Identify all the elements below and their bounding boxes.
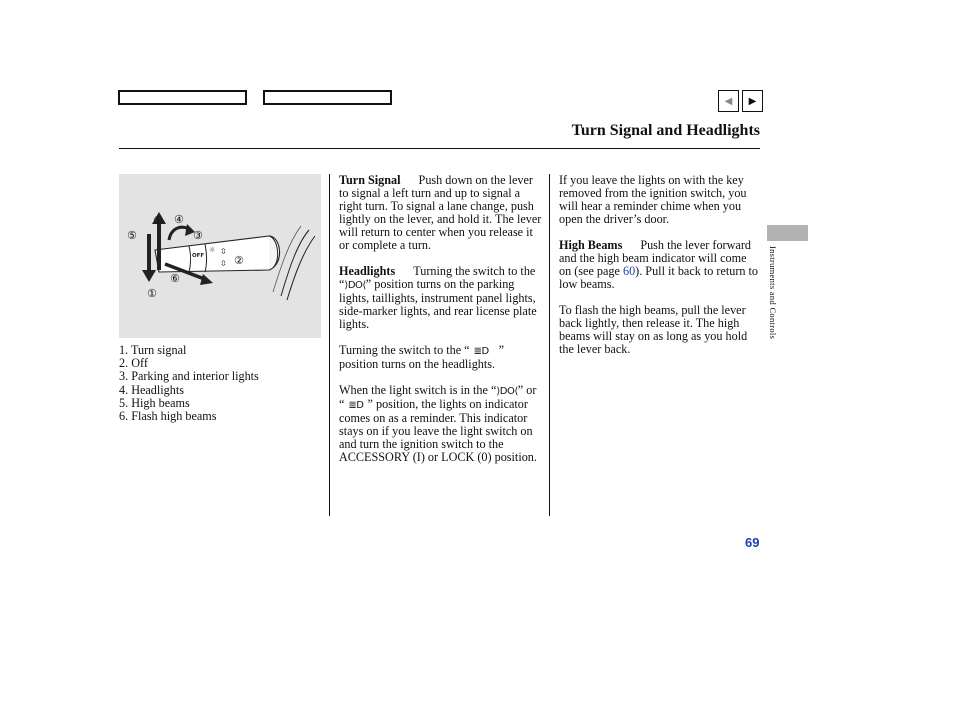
column-divider-right bbox=[549, 174, 550, 516]
figure-legend bbox=[119, 344, 259, 423]
high-beams-heading: High Beams bbox=[559, 238, 623, 252]
callout-6: ⑥ bbox=[170, 272, 180, 285]
turn-signal-paragraph: Turn Signal Push down on the lever to signal a left turn and up to signal a right turn. To signal a lane change, push lightly on the lever, and hold it. The lever will return to center when you release it or complete a turn. bbox=[339, 173, 542, 252]
section-tab-label: Instruments and Controls bbox=[768, 246, 778, 340]
nav-box-left[interactable] bbox=[118, 90, 247, 105]
legend-item: 5. High beams bbox=[119, 395, 190, 410]
headlights-heading: Headlights bbox=[339, 264, 396, 278]
prev-page-button[interactable] bbox=[718, 90, 739, 112]
page-60-link[interactable]: 60 bbox=[622, 264, 636, 278]
callout-5: ⑤ bbox=[127, 229, 137, 242]
high-beams-paragraph: High Beams Push the lever forward and the high beam indicator will come on (see page 60). Pull it back to return to low beams. bbox=[559, 238, 759, 291]
flash-high-beams-paragraph: To flash the high beams, pull the lever back lightly, then release it. The high beams will stay on as long as you hold the lever back. bbox=[559, 303, 748, 356]
headlights-paragraph: Headlights Turning the switch to the “⟩DO⟨” position turns on the parking lights, taillights, instrument panel lights, side-marker lights, and rear license plate lights. bbox=[339, 264, 537, 331]
right-arrow-icon: ▶ bbox=[748, 95, 757, 107]
legend-item: 1. Turn signal bbox=[119, 343, 187, 357]
section-tab[interactable] bbox=[767, 225, 808, 241]
off-mark: OFF bbox=[192, 253, 205, 259]
reminder-chime-paragraph: If you leave the lights on with the key removed from the ignition switch, you will hear a reminder chime when you open the driver’s door. bbox=[559, 173, 747, 226]
legend-item: 3. Parking and interior lights bbox=[119, 369, 259, 384]
svg-text:⇳: ⇳ bbox=[220, 259, 227, 268]
column-divider-left bbox=[329, 174, 330, 516]
page-number: 69 bbox=[745, 535, 760, 550]
callout-1-top: ① bbox=[153, 214, 163, 227]
svg-text:⇳: ⇳ bbox=[220, 247, 227, 256]
headlights-on-paragraph: Turning the switch to the “ ≣D ” position turns on the headlights. bbox=[339, 343, 505, 371]
headlight-icon: ≣D bbox=[348, 400, 364, 411]
title-rule bbox=[119, 148, 760, 149]
callout-3: ③ bbox=[193, 229, 203, 242]
legend-item: 2. Off bbox=[119, 356, 148, 371]
text-column-right bbox=[559, 174, 759, 369]
svg-text:☼: ☼ bbox=[209, 246, 216, 254]
text-column-middle bbox=[339, 174, 543, 477]
callout-4: ④ bbox=[174, 213, 184, 226]
callout-1-bottom: ① bbox=[147, 287, 157, 300]
legend-item: 6. Flash high beams bbox=[119, 409, 217, 424]
nav-box-center[interactable] bbox=[263, 90, 392, 105]
headlight-icon: ≣D bbox=[473, 346, 489, 357]
callout-2: ② bbox=[234, 254, 244, 267]
next-page-button[interactable] bbox=[742, 90, 763, 112]
lever-drawing bbox=[119, 174, 321, 338]
parking-light-icon: ⟩DO⟨ bbox=[496, 386, 518, 397]
turn-signal-heading: Turn Signal bbox=[339, 173, 401, 187]
parking-light-icon: ⟩DO⟨ bbox=[344, 280, 366, 291]
page-title: Turn Signal and Headlights bbox=[571, 122, 760, 139]
lever-illustration bbox=[119, 174, 321, 338]
legend-item: 4. Headlights bbox=[119, 382, 184, 397]
lights-indicator-paragraph: When the light switch is in the “⟩DO⟨” or “ ≣D ” position, the lights on indicator comes on as a reminder. This indicator stays on if you leave the light switch on and turn the ignition switch to the ACCESSORY (I) or LOCK (0) position. bbox=[339, 383, 537, 464]
left-arrow-icon: ◀ bbox=[724, 95, 733, 107]
